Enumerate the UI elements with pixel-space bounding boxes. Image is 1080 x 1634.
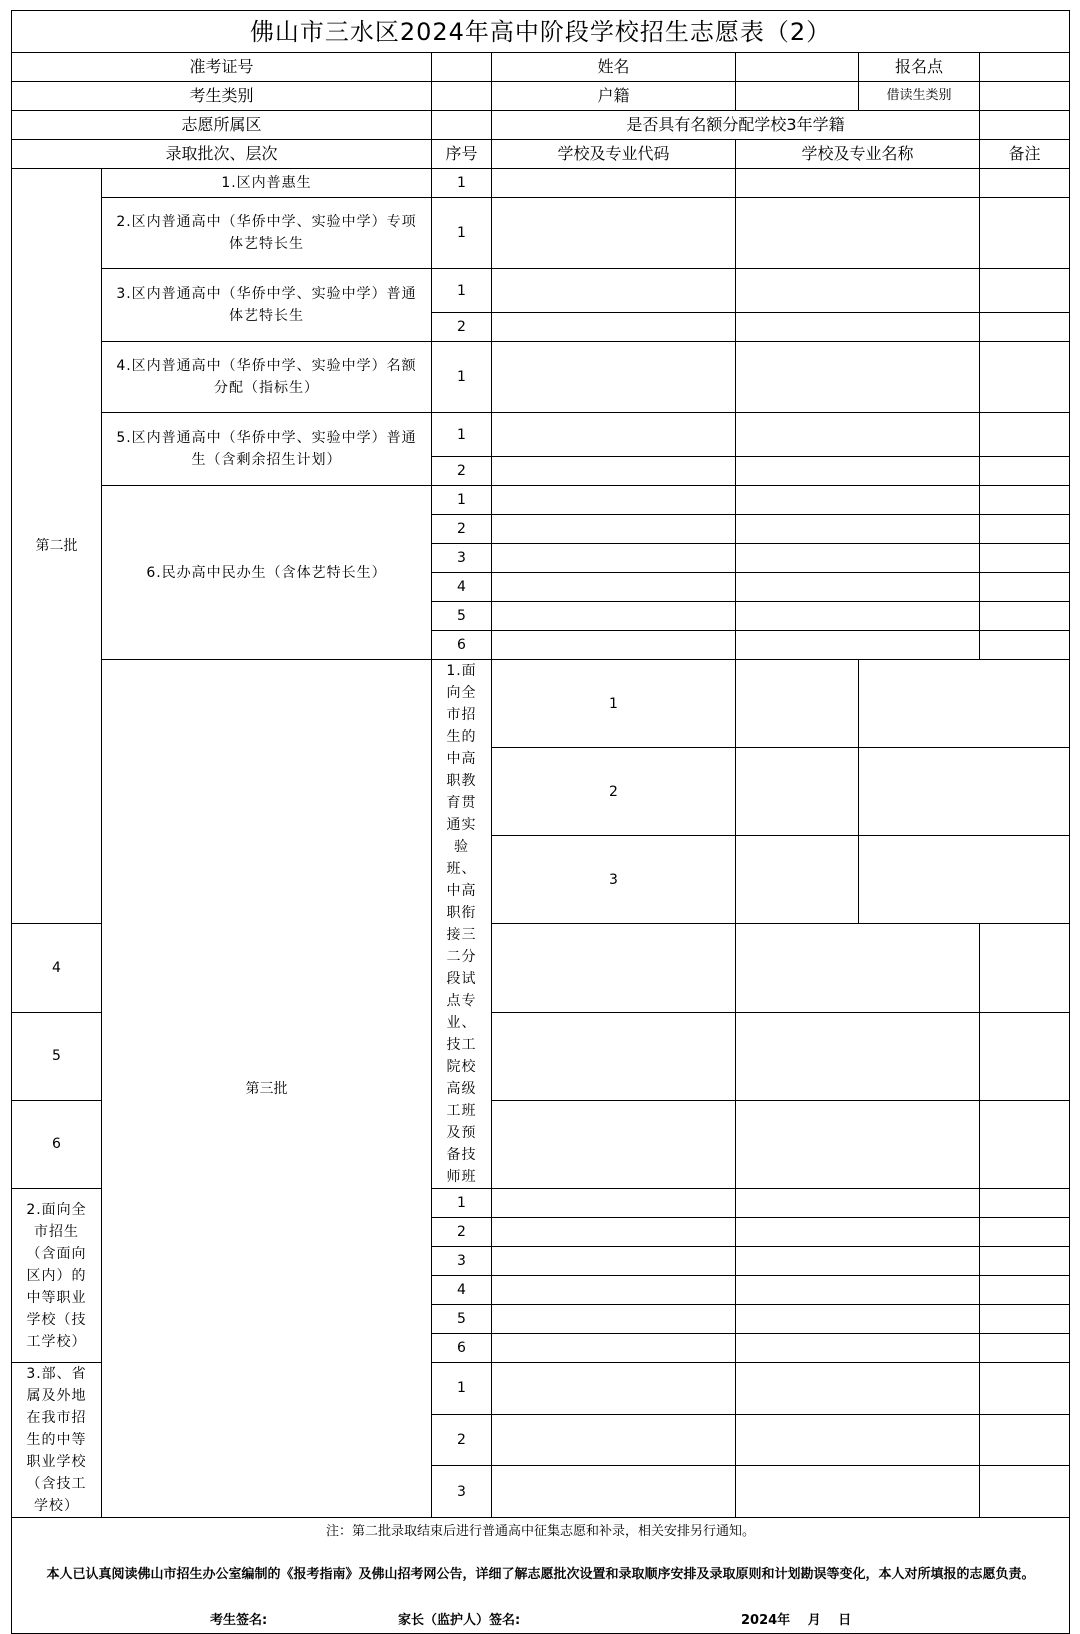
- seq-cell: 3: [432, 544, 492, 573]
- field-admission-ticket[interactable]: [432, 53, 492, 82]
- school-name-cell[interactable]: [736, 544, 980, 573]
- code-cell[interactable]: [492, 515, 736, 544]
- school-name-cell[interactable]: [736, 457, 980, 486]
- remark-cell[interactable]: [980, 573, 1070, 602]
- declaration: 本人已认真阅读佛山市招生办公室编制的《报考指南》及佛山招考网公告，详细了解志愿批次设置和录取顺序安排及录取原则和计划勘误等变化，本人对所填报的志愿负责。: [12, 1545, 1070, 1605]
- remark-cell[interactable]: [980, 1334, 1070, 1363]
- header-remark: 备注: [980, 140, 1070, 169]
- school-name-cell[interactable]: [736, 924, 980, 1012]
- batch3-cat3: 3.部、省属及外地在我市招生的中等职业学校（含技工学校）: [12, 1363, 102, 1518]
- remark-cell[interactable]: [980, 1466, 1070, 1518]
- field-candidate-type[interactable]: [432, 82, 492, 111]
- school-name-cell[interactable]: [736, 1012, 980, 1100]
- remark-cell[interactable]: [980, 544, 1070, 573]
- seq-cell: 4: [432, 573, 492, 602]
- remark-cell[interactable]: [980, 1414, 1070, 1466]
- school-name-cell[interactable]: [859, 660, 1070, 748]
- field-name[interactable]: [736, 53, 859, 82]
- label-household: 户籍: [492, 82, 736, 111]
- header-seq: 序号: [432, 140, 492, 169]
- field-registration-site[interactable]: [980, 53, 1070, 82]
- parent-signature-label: 家长（监护人）签名:: [398, 1613, 521, 1628]
- code-cell[interactable]: [492, 1012, 736, 1100]
- seq-cell: 6: [432, 631, 492, 660]
- label-district: 志愿所属区: [12, 111, 432, 140]
- field-quota-answer[interactable]: [980, 111, 1070, 140]
- school-name-cell[interactable]: [736, 1218, 980, 1247]
- seq-cell: 2: [432, 1218, 492, 1247]
- code-cell[interactable]: [736, 836, 859, 924]
- seq-cell: 2: [432, 313, 492, 342]
- seq-cell: 1: [432, 486, 492, 515]
- remark-cell[interactable]: [980, 602, 1070, 631]
- remark-cell[interactable]: [980, 1247, 1070, 1276]
- code-cell[interactable]: [492, 544, 736, 573]
- school-name-cell[interactable]: [736, 313, 980, 342]
- remark-cell[interactable]: [980, 457, 1070, 486]
- code-cell[interactable]: [492, 924, 736, 1012]
- school-name-cell[interactable]: [736, 486, 980, 515]
- field-borrow-type[interactable]: [980, 82, 1070, 111]
- remark-cell[interactable]: [980, 1189, 1070, 1218]
- remark-cell[interactable]: [980, 1276, 1070, 1305]
- remark-cell[interactable]: [980, 413, 1070, 457]
- school-name-cell[interactable]: [736, 1305, 980, 1334]
- label-name: 姓名: [492, 53, 736, 82]
- seq-cell: 1: [432, 169, 492, 198]
- seq-cell: 4: [12, 924, 102, 1012]
- seq-cell: 5: [432, 602, 492, 631]
- remark-cell[interactable]: [980, 631, 1070, 660]
- code-cell[interactable]: [492, 1189, 736, 1218]
- school-name-cell[interactable]: [859, 748, 1070, 836]
- school-name-cell[interactable]: [736, 169, 980, 198]
- code-cell[interactable]: [492, 1100, 736, 1188]
- batch2-label: 第二批: [12, 169, 102, 924]
- code-cell[interactable]: [492, 573, 736, 602]
- code-cell[interactable]: [492, 457, 736, 486]
- remark-cell[interactable]: [980, 313, 1070, 342]
- school-name-cell[interactable]: [736, 269, 980, 313]
- seq-cell: 2: [432, 515, 492, 544]
- code-cell[interactable]: [492, 486, 736, 515]
- school-name-cell[interactable]: [736, 1247, 980, 1276]
- code-cell[interactable]: [492, 631, 736, 660]
- label-quota-question: 是否具有名额分配学校3年学籍: [492, 111, 980, 140]
- code-cell[interactable]: [492, 1414, 736, 1466]
- seq-cell: 1: [432, 342, 492, 413]
- school-name-cell[interactable]: [736, 342, 980, 413]
- label-borrow-type: 借读生类别: [859, 82, 980, 111]
- seq-cell: 2: [432, 457, 492, 486]
- code-cell[interactable]: [492, 602, 736, 631]
- code-cell[interactable]: [492, 169, 736, 198]
- code-cell[interactable]: [492, 1276, 736, 1305]
- batch2-cat1: 1.区内普惠生: [102, 169, 432, 198]
- code-cell[interactable]: [492, 1218, 736, 1247]
- remark-cell[interactable]: [980, 1012, 1070, 1100]
- school-name-cell[interactable]: [736, 1466, 980, 1518]
- school-name-cell[interactable]: [736, 515, 980, 544]
- code-cell[interactable]: [492, 1334, 736, 1363]
- remark-cell[interactable]: [980, 342, 1070, 413]
- code-cell[interactable]: [492, 1363, 736, 1415]
- field-district[interactable]: [432, 111, 492, 140]
- seq-cell: 3: [432, 1466, 492, 1518]
- field-household[interactable]: [736, 82, 859, 111]
- batch2-cat4: 4.区内普通高中（华侨中学、实验中学）名额分配（指标生）: [102, 342, 432, 413]
- code-cell[interactable]: [492, 269, 736, 313]
- label-registration-site: 报名点: [859, 53, 980, 82]
- code-cell[interactable]: [492, 413, 736, 457]
- school-name-cell[interactable]: [736, 602, 980, 631]
- code-cell[interactable]: [492, 198, 736, 269]
- signature-row: [12, 1605, 1070, 1634]
- form-title: 佛山市三水区2024年高中阶段学校招生志愿表（2）: [12, 11, 1070, 53]
- school-name-cell[interactable]: [736, 1276, 980, 1305]
- school-name-cell[interactable]: [736, 1414, 980, 1466]
- label-candidate-type: 考生类别: [12, 82, 432, 111]
- remark-cell[interactable]: [980, 1363, 1070, 1415]
- school-name-cell[interactable]: [736, 1189, 980, 1218]
- seq-cell: 5: [432, 1305, 492, 1334]
- code-cell[interactable]: [492, 342, 736, 413]
- remark-cell[interactable]: [980, 169, 1070, 198]
- school-name-cell[interactable]: [859, 836, 1070, 924]
- batch2-cat5: 5.区内普通高中（华侨中学、实验中学）普通生（含剩余招生计划）: [102, 413, 432, 486]
- school-name-cell[interactable]: [736, 1363, 980, 1415]
- footnote: 注：第二批录取结束后进行普通高中征集志愿和补录，相关安排另行通知。: [12, 1518, 1070, 1546]
- school-name-cell[interactable]: [736, 413, 980, 457]
- code-cell[interactable]: [492, 1247, 736, 1276]
- seq-cell: 5: [12, 1012, 102, 1100]
- label-admission-ticket: 准考证号: [12, 53, 432, 82]
- seq-cell: 1: [432, 269, 492, 313]
- batch2-cat3: 3.区内普通高中（华侨中学、实验中学）普通体艺特长生: [102, 269, 432, 342]
- application-form-table: [11, 10, 1070, 1634]
- date-label: 2024年 月 日: [741, 1613, 852, 1628]
- code-cell[interactable]: [492, 1466, 736, 1518]
- seq-cell: 3: [432, 1247, 492, 1276]
- seq-cell: 1: [432, 1189, 492, 1218]
- batch2-cat2: 2.区内普通高中（华侨中学、实验中学）专项体艺特长生: [102, 198, 432, 269]
- code-cell[interactable]: [736, 748, 859, 836]
- code-cell[interactable]: [492, 313, 736, 342]
- header-code: 学校及专业代码: [492, 140, 736, 169]
- remark-cell[interactable]: [980, 515, 1070, 544]
- remark-cell[interactable]: [980, 269, 1070, 313]
- remark-cell[interactable]: [980, 1305, 1070, 1334]
- remark-cell[interactable]: [980, 1100, 1070, 1188]
- seq-cell: 4: [432, 1276, 492, 1305]
- seq-cell: 1: [432, 198, 492, 269]
- seq-cell: 6: [432, 1334, 492, 1363]
- school-name-cell[interactable]: [736, 1334, 980, 1363]
- school-name-cell[interactable]: [736, 1100, 980, 1188]
- header-batch-level: 录取批次、层次: [12, 140, 432, 169]
- batch3-cat2: 2.面向全市招生（含面向区内）的中等职业学校（技工学校）: [12, 1189, 102, 1363]
- seq-cell: 6: [12, 1100, 102, 1188]
- code-cell[interactable]: [736, 660, 859, 748]
- seq-cell: 1: [432, 1363, 492, 1415]
- seq-cell: 2: [492, 748, 736, 836]
- student-signature-label: 考生签名:: [210, 1613, 268, 1628]
- seq-cell: 1: [492, 660, 736, 748]
- remark-cell[interactable]: [980, 486, 1070, 515]
- code-cell[interactable]: [492, 1305, 736, 1334]
- seq-cell: 1: [432, 413, 492, 457]
- remark-cell[interactable]: [980, 198, 1070, 269]
- batch2-cat6: 6.民办高中民办生（含体艺特长生）: [102, 486, 432, 660]
- batch3-label: 第三批: [102, 660, 432, 1518]
- seq-cell: 3: [492, 836, 736, 924]
- seq-cell: 2: [432, 1414, 492, 1466]
- school-name-cell[interactable]: [736, 631, 980, 660]
- school-name-cell[interactable]: [736, 198, 980, 269]
- remark-cell[interactable]: [980, 924, 1070, 1012]
- batch3-cat1: 1.面向全市招生的中高职教育贯通实验班、中高职衔接三二分段试点专业、技工院校高级工班及预备技师班: [432, 660, 492, 1189]
- header-school-name: 学校及专业名称: [736, 140, 980, 169]
- remark-cell[interactable]: [980, 1218, 1070, 1247]
- school-name-cell[interactable]: [736, 573, 980, 602]
